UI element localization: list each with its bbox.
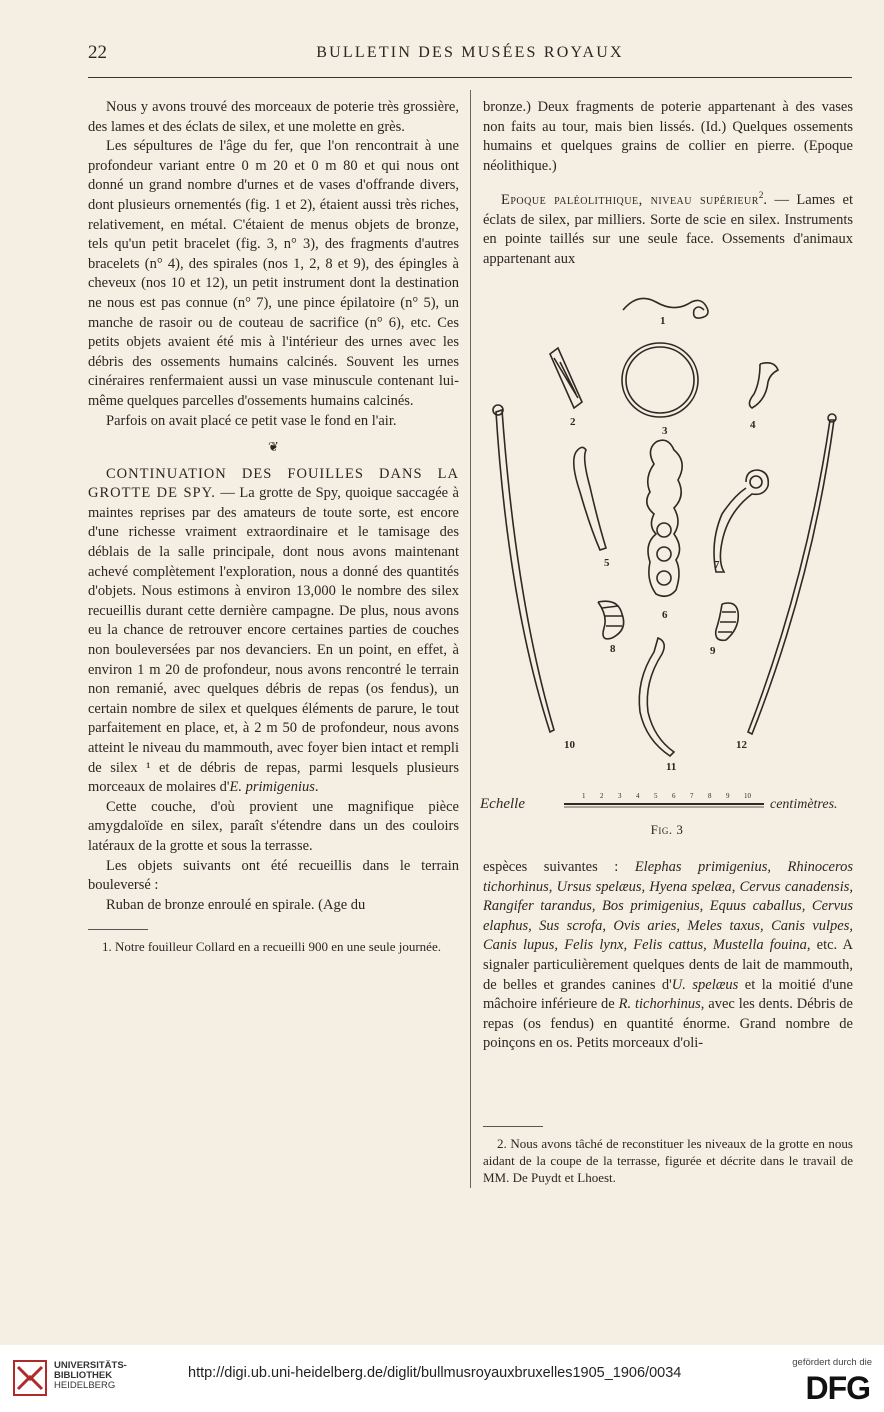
ornament: ❦: [268, 439, 279, 455]
figure-caption: Fig. 3: [650, 822, 684, 837]
footnote-separator: [483, 1126, 543, 1127]
paragraph: Parfois on avait placé ce petit vase le fond en l'air.: [106, 412, 397, 429]
section-title: CONTINUATION DES FOUILLES DANS LA GROTTE DE SPY.: [88, 465, 459, 502]
running-title: BULLETIN DES MUSÉES ROYAUX: [316, 44, 624, 61]
fig-label-9: 9: [710, 645, 716, 657]
scale-tick: 7: [690, 792, 694, 800]
pin-10: [496, 410, 554, 732]
spiral-ribbon-1: [623, 298, 708, 318]
curved-pin-11: [639, 638, 674, 756]
footnote-2: 2. Nous avons tâché de reconstituer les niveaux de la grotte en nous aidant de la coupe de la terrasse, figurée et décrite dans le travail de MM. De Puydt et Lhoest.: [483, 1136, 853, 1185]
fig-label-12: 12: [736, 739, 747, 751]
scale-word: Echelle: [480, 796, 525, 812]
fig-label-5: 5: [604, 557, 610, 569]
paragraph: Cette couche, d'où provient une magnifique pièce amygdaloïde en silex, paraît s'étendre dans un des couloirs latéraux de la grotte et sous la terrasse.: [88, 798, 459, 854]
university-library-logo-icon[interactable]: [12, 1359, 48, 1397]
fig-label-3: 3: [662, 425, 668, 437]
bracelet-3: [622, 343, 698, 417]
scale-tick: 3: [618, 792, 622, 800]
left-column: [88, 98, 459, 955]
fig-label-7: 7: [714, 559, 720, 571]
scale-tick: 8: [708, 792, 712, 800]
running-header: [88, 40, 852, 70]
fig-label-11: 11: [666, 761, 677, 773]
right-column-top: [483, 98, 853, 270]
fig-label-10: 10: [564, 739, 575, 751]
fig-label-1: 1: [660, 315, 666, 327]
footnote-separator: [88, 929, 148, 930]
section-paragraph: CONTINUATION DES FOUILLES DANS LA GROTTE DE SPY. — La grotte de Spy, quoique saccagée à maintes reprises par des amateurs de toute sorte, est encore d'une richesse vraiment extraordinaire et le tamisage des déblais de la salle principale, dont nous avons maintenant achevé complètement l'exploration, nous a donné des quantités d'objets. Nous estimons à environ 13,000 le nombre des silex recueillis durant cette dernière campagne. De plus, nous avons eu la chance de retrouver encore certaines parties de couches non bouleversées par nos devanciers. En un point, en effet, à environ 1 m 20 de profondeur, nous avons rencontré le terrain non remanié, avec quelques débris de repas (os fendus), un certain nombre de silex et quelques éléments de parure, le tout parfaitement en place, et, à 2 m 50 de profondeur, nous avons atteint le niveau du mammouth, avec foyer bien intact et rempli de silex ¹ et de débris de repas, parmi lesquels plusieurs morceaux de molaires d'E. primigenius.: [88, 465, 459, 796]
scale-tick: 5: [654, 792, 658, 800]
source-url-link[interactable]: http://digi.ub.uni-heidelberg.de/diglit/bullmusroyauxbruxelles1905_1906/0034: [188, 1365, 682, 1381]
dfg-logo[interactable]: DFG: [805, 1370, 870, 1406]
funding-note: gefördert durch die: [792, 1357, 872, 1368]
paragraph: Les sépultures de l'âge du fer, que l'on rencontrait à une profondeur variant entre 0 m 20 et 0 m 80 et qui nous ont donné un grand nombre d'urnes et de vases d'offrande divers, dont plusieurs ornementés (fig. 1 et 2), étaient aussi très riches, relativement, en métal. C'étaient de menus objets de bronze, tels qu'un petit bracelet (fig. 3, n° 3), des fragments d'autres bracelets (n° 4), des spirales (nos 1, 2, 8 et 9), des épingles à cheveux (nos 10 et 12), un petit instrument dont la destination ne nous est pas connue (n° 7), une pince épilatoire (n° 5), un manche de rasoir ou de couteau de sacrifice (n° 6), etc. Ces petits objets avaient été mis à l'intérieur des urnes avec les débris des ossements humains calcinés. Souvent les urnes cinéraires renfermaient aussi un vase minuscule contenant lui-même quelques parcelles d'ossements humains calcinés.: [88, 138, 459, 409]
razor-handle-6: [647, 440, 682, 596]
paragraph: Ruban de bronze enroulé en spirale. (Age du: [106, 896, 366, 913]
paragraph: Epoque paléolithique, niveau supérieur$^2$. — Lames et éclats de silex, par milliers. Sorte de scie en silex. Instruments en pointe taillés sur une seule face. Ossements d'animaux appartenant aux: [483, 190, 853, 267]
fig-label-6: 6: [662, 609, 668, 621]
pin-12: [748, 420, 834, 734]
scale-tick: 9: [726, 792, 730, 800]
scale-tick: 1: [582, 792, 586, 800]
paragraph: bronze.) Deux fragments de poterie appartenant à des vases non faits au tour, mais bien lissés. (Id.) Quelques ossements humains et quelques grains de collier en pierre. (Epoque néolithique.): [483, 99, 853, 174]
scale-tick: 10: [744, 792, 751, 800]
tweezer-5: [574, 447, 606, 550]
library-name: UNIVERSITÄTS- BIBLIOTHEK HEIDELBERG: [54, 1360, 127, 1391]
footnote-area-right: [483, 1112, 853, 1186]
scale-tick: 6: [672, 792, 676, 800]
paragraph: Nous y avons trouvé des morceaux de poterie très grossière, des lames et des éclats de silex, et une molette en grès.: [88, 99, 459, 135]
scale-tick: 2: [600, 792, 604, 800]
figure-bronze-objects: [478, 282, 856, 842]
footnote-1: 1. Notre fouilleur Collard en a recueilli 900 en une seule journée.: [102, 939, 441, 955]
fig-label-8: 8: [610, 643, 616, 655]
right-column-bottom: [483, 858, 853, 1054]
scale-bar: [479, 792, 838, 812]
viewer-footer: [0, 1345, 884, 1412]
fig-label-4: 4: [750, 419, 756, 431]
page-number: 22: [88, 42, 107, 63]
paragraph: Les objets suivants ont été recueillis dans le terrain bouleversé :: [88, 857, 459, 894]
column-divider: [470, 90, 471, 1188]
fig-label-2: 2: [570, 416, 576, 428]
bracelet-fragment-4: [749, 363, 778, 408]
scale-tick: 4: [636, 792, 640, 800]
scale-unit: centimètres.: [770, 797, 838, 812]
paragraph: espèces suivantes : Elephas primigenius, Rhinoceros tichorhinus, Ursus spelæus, Hyena spelæa, Cervus canadensis, Rangifer tarandus, Bos primigenius, Equus caballus, Cervus elaphus, Sus scrofa, Ovis aries, Meles taxus, Canis vulpes, Canis lupus, Felis lynx, Felis cattus, Mustella fouina, etc. A signaler particulièrement quelques dents de lait de mammouth, de belles et grandes canines d'U. spelæus et la moitié d'une mâchoire inférieure de R. tichorhinus, avec les dents. Débris de repas (os fendus) en quantité énorme. Grand nombre de poinçons en os. Petits morceaux d'oli-: [483, 859, 853, 1052]
header-rule: [88, 77, 852, 78]
